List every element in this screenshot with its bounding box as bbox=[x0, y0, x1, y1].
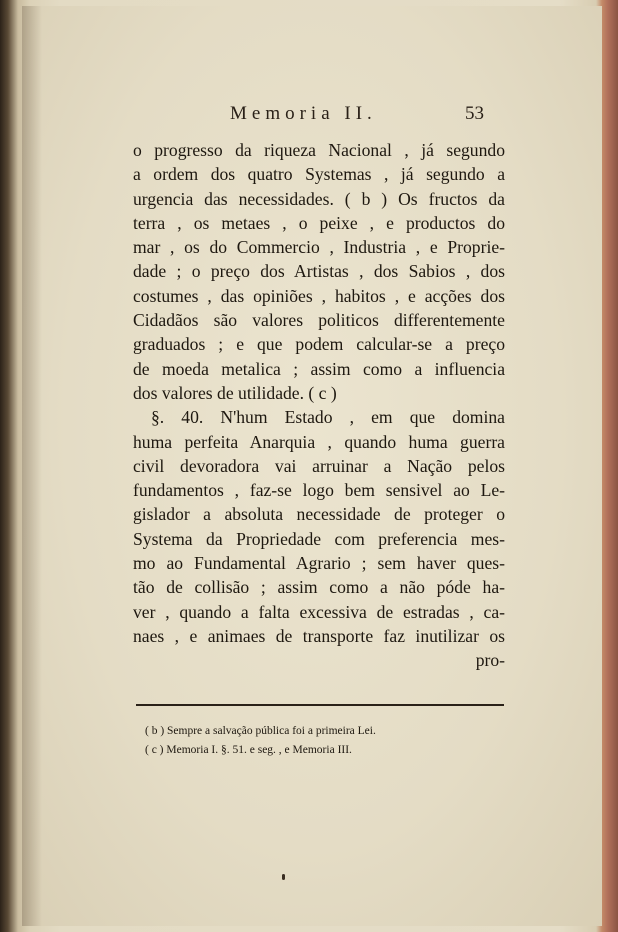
text-line: fundamentos , faz-se logo bem sensivel ao Le- bbox=[133, 480, 505, 501]
text-line: de moeda metalica ; assim como a influencia bbox=[133, 358, 505, 379]
footnote-c: ( c ) Memoria I. §. 51. e seg. , e Memoria III. bbox=[145, 744, 352, 756]
text-line: tão de collisão ; assim como a não póde ha- bbox=[133, 577, 505, 598]
text-line: Cidadãos são valores politicos differentemente bbox=[133, 310, 505, 331]
text-line: naes , e animaes de transporte faz inutilizar os bbox=[133, 625, 505, 646]
text-line: a ordem dos quatro Systemas , já segundo a bbox=[133, 164, 505, 185]
text-line: o progresso da riqueza Nacional , já segundo bbox=[133, 140, 505, 160]
text-line: civil devoradora vai arruinar a Nação pelos bbox=[133, 455, 505, 476]
text-line: dade ; o preço dos Artistas , dos Sabios , dos bbox=[133, 261, 505, 282]
paper-blemish bbox=[282, 874, 285, 880]
text-line: terra , os metaes , o peixe , e productos do bbox=[133, 212, 505, 233]
text-line: dos valores de utilidade. ( c ) bbox=[133, 382, 337, 403]
footnote-rule bbox=[136, 704, 504, 706]
text-line: Systema da Propriedade com preferencia mes- bbox=[133, 528, 505, 549]
footnote-b: ( b ) Sempre a salvação pública foi a primeira Lei. bbox=[145, 725, 376, 737]
page-gutter-shadow bbox=[22, 6, 42, 926]
header-title: Memoria II. bbox=[230, 103, 377, 124]
text-line: ver , quando a falta excessiva de estradas , ca- bbox=[133, 601, 505, 622]
text-line: graduados ; e que podem calcular-se a preço bbox=[133, 334, 505, 355]
text-line: mo ao Fundamental Agrario ; sem haver ques- bbox=[133, 553, 505, 574]
main-text bbox=[133, 138, 505, 673]
text-line: urgencia das necessidades. ( b ) Os fructos da bbox=[133, 188, 505, 209]
section-start-line: §. 40. N'hum Estado , em que domina bbox=[151, 407, 505, 428]
catchword: pro- bbox=[475, 650, 505, 671]
footnotes bbox=[145, 722, 505, 760]
text-line: gislador a absoluta necessidade de proteger o bbox=[133, 504, 505, 525]
page-number: 53 bbox=[465, 103, 484, 124]
text-line: mar , os do Commercio , Industria , e Proprie- bbox=[133, 237, 505, 258]
text-line: costumes , das opiniões , habitos , e acções dos bbox=[133, 285, 505, 306]
running-header bbox=[120, 103, 490, 133]
text-line: huma perfeita Anarquia , quando huma guerra bbox=[133, 431, 505, 452]
